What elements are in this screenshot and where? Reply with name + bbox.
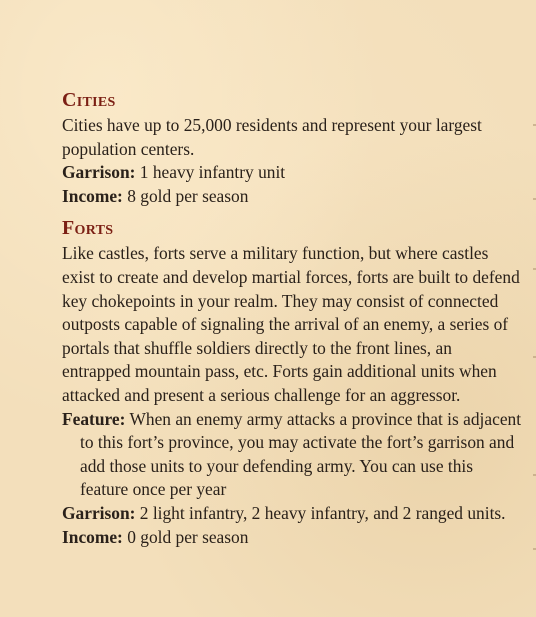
cities-description: Cities have up to 25,000 residents and represent your largest population centers. [62,115,482,159]
forts-description: Like castles, forts serve a military function, but where castles exist to create and develop martial forces, forts are built to defend key chokepoints in your realm. They may consist of connected outposts capable of signaling the arrival of an enemy, a series of portals that shuffle soldiers directly to the front lines, an entrapped mountain pass, etc. Forts gain additional units when attacked and present a serious challenge for an aggressor. [62,243,520,405]
forts-feature-label: Feature: [62,408,126,429]
cities-heading: Cities [62,89,116,111]
cities-garrison [62,161,524,185]
document-page [62,88,524,549]
forts-garrison-value: 2 light infantry, 2 heavy infantry, and 2 ranged units. [135,502,506,523]
forts-income-label: Income: [62,526,123,547]
forts-feature [62,408,524,502]
forts-feature-value: When an enemy army attacks a province that is adjacent to this fort’s province, you may activate the fort’s garrison and add those units to your defending army. You can use this feature once per year [80,408,522,500]
forts-garrison [62,502,524,526]
cities-garrison-value: 1 heavy infantry unit [135,162,286,183]
forts-garrison-label: Garrison: [62,502,136,523]
cities-income [62,185,524,209]
forts-income [62,526,524,550]
cities-garrison-label: Garrison: [62,162,136,183]
forts-income-value: 0 gold per season [122,526,249,547]
cities-income-value: 8 gold per season [122,185,249,206]
cities-income-label: Income: [62,185,123,206]
forts-heading: Forts [62,217,114,240]
